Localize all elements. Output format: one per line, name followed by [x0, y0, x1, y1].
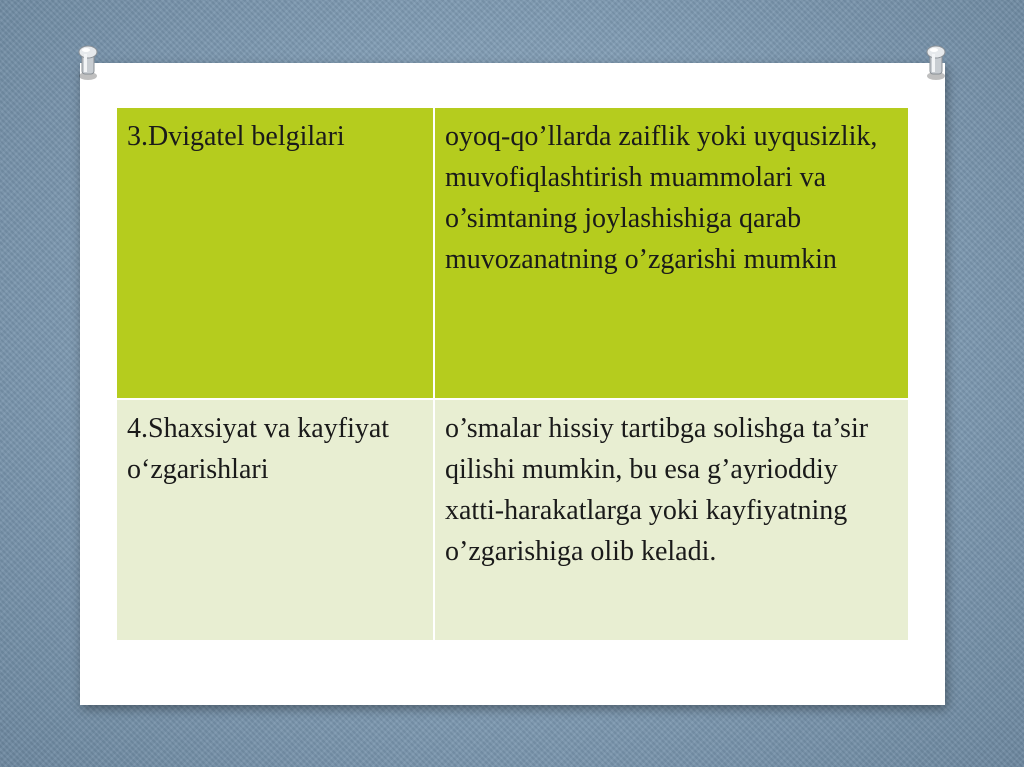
row-description: o’smalar hissiy tartibga solishga ta’sir qilishi mumkin, bu esa g’ayrioddiy xatti-harakatlarga yoki kayfiyatning o’zgarishiga olib keladi. — [445, 413, 869, 567]
row-label: 4.Shaxsiyat va kayfiyat o‘zgarishlari — [127, 413, 390, 485]
pushpin-icon — [70, 40, 106, 82]
row-label-cell — [116, 107, 434, 399]
row-description: oyoq-qo’llarda zaiflik yoki uyqusizlik, muvofiqlashtirish muammolari va o’simtaning joylashishiga qarab muvozanatning o’zgarishi mumkin — [445, 121, 878, 275]
table-row — [116, 107, 909, 399]
row-label: 3.Dvigatel belgilari — [127, 121, 345, 152]
table-row — [116, 399, 909, 641]
row-description-cell — [434, 399, 909, 641]
content-table — [115, 106, 910, 642]
row-label-cell — [116, 399, 434, 641]
pushpin-icon — [918, 40, 954, 82]
row-description-cell — [434, 107, 909, 399]
